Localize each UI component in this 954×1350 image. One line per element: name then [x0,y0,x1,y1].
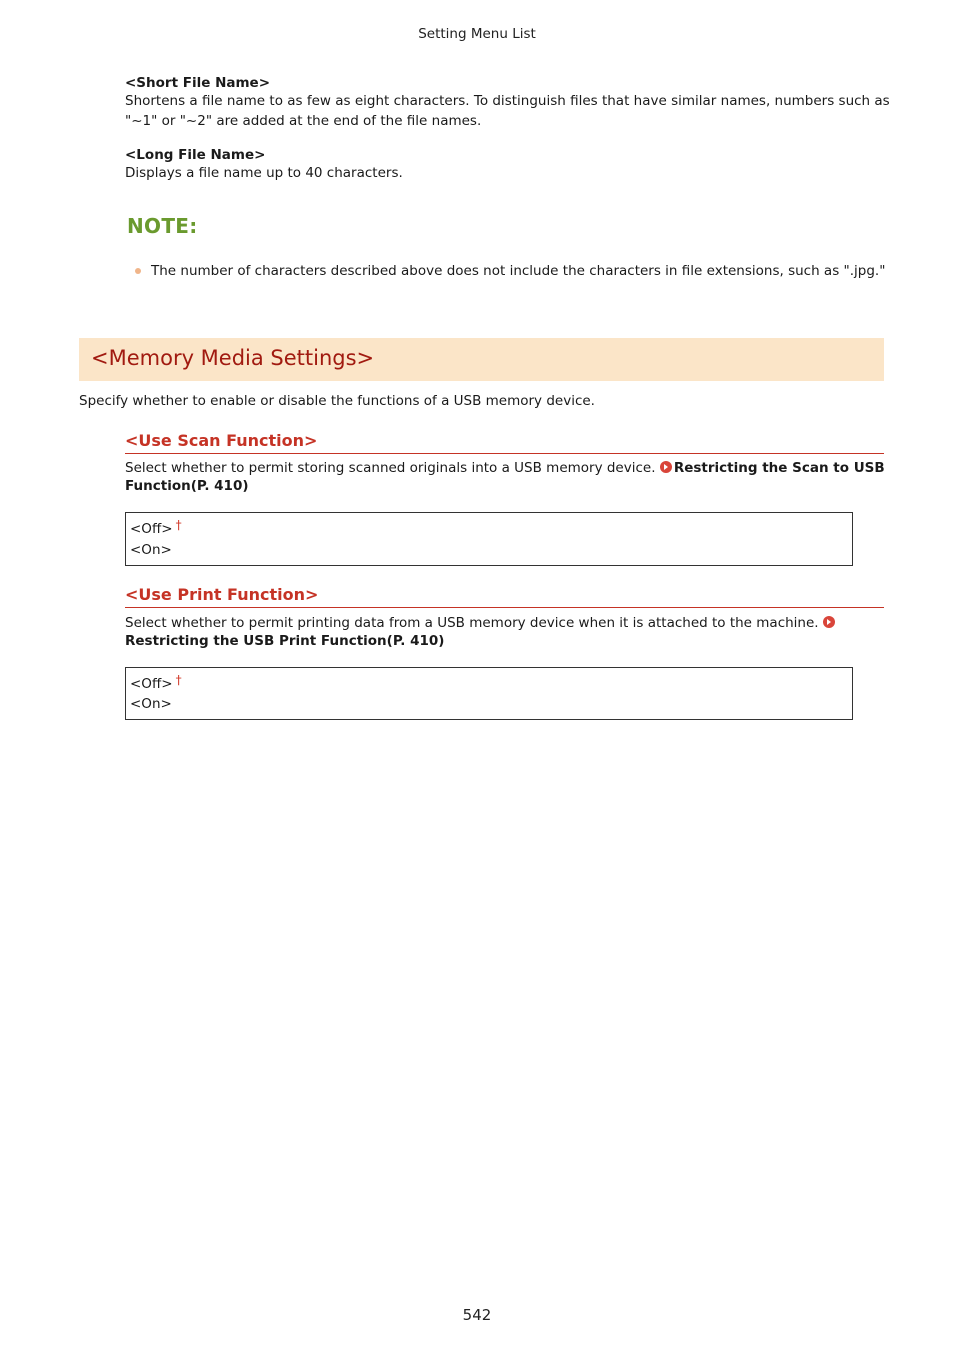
running-header: Setting Menu List [418,26,536,42]
page-number: 542 [462,1306,492,1324]
scan-restrict-link[interactable]: Restricting the Scan to USB [673,460,885,476]
print-function-title: <Use Print Function> [125,585,319,604]
long-file-name-desc: Displays a file name up to 40 characters. [125,165,403,181]
link-arrow-icon [660,461,672,473]
print-options-box [125,667,853,720]
short-file-name-desc [125,91,890,131]
print-restrict-link[interactable]: Restricting the USB Print Function(P. 410) [125,633,445,649]
long-file-name-term: <Long File Name> [125,147,266,163]
scan-restrict-link-cont[interactable]: Function(P. 410) [125,478,249,494]
scan-function-desc [125,458,885,494]
bullet-icon [135,268,141,274]
print-function-desc [125,613,885,649]
section-intro: Specify whether to enable or disable the functions of a USB memory device. [79,393,595,409]
scan-function-title: <Use Scan Function> [125,431,318,450]
print-option-on: <On> [130,696,172,712]
link-arrow-icon [823,616,835,628]
scan-title-rule [125,453,884,454]
default-marker: † [175,518,182,532]
default-marker: † [175,673,182,687]
option-label: <Off> [130,521,173,537]
section-title: <Memory Media Settings> [91,346,375,370]
note-heading: NOTE: [127,214,198,238]
print-desc-text: Select whether to permit printing data from a USB memory device when it is attached to the machine. [125,615,819,631]
scan-desc-text: Select whether to permit storing scanned originals into a USB memory device. [125,460,656,476]
print-option-off [130,673,182,692]
short-file-name-desc-line1: Shortens a file name to as few as eight characters. To distinguish files that have similar names, numbers such as [125,93,890,109]
scan-option-on: <On> [130,542,172,558]
option-label: <Off> [130,676,173,692]
short-file-name-term: <Short File Name> [125,75,271,91]
scan-option-off [130,518,182,537]
print-title-rule [125,607,884,608]
scan-options-box [125,512,853,566]
short-file-name-desc-line2: "~1" or "~2" are added at the end of the file names. [125,113,482,129]
note-text: The number of characters described above does not include the characters in file extensions, such as ".jpg." [151,263,886,279]
